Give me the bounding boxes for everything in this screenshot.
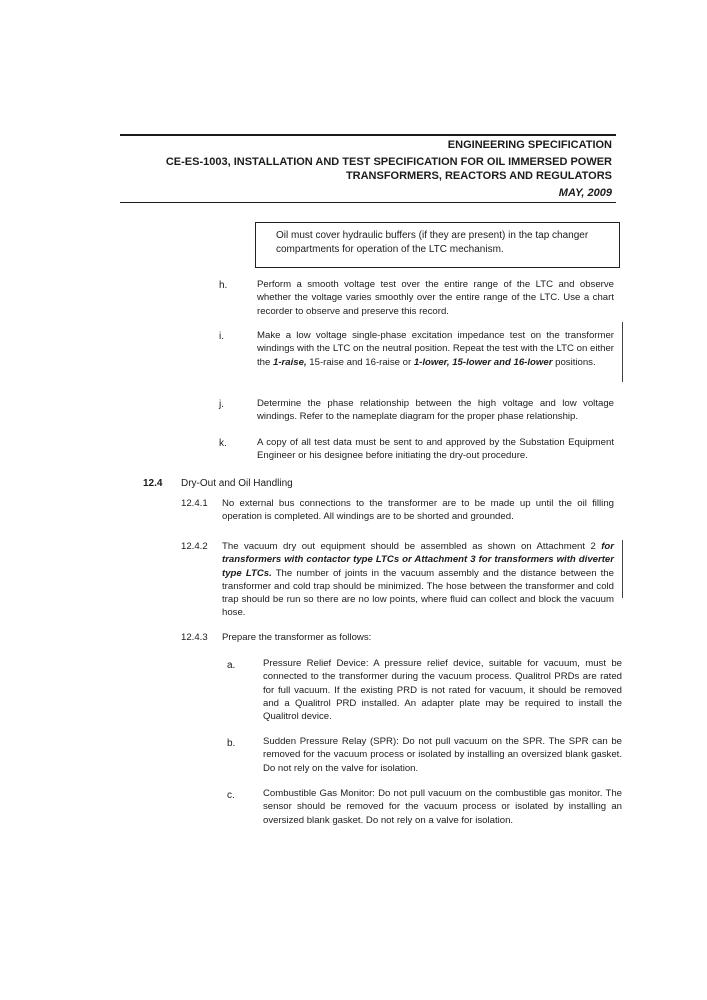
step-label-k: k. — [219, 438, 227, 449]
subsection-text-12-4-3: Prepare the transformer as follows: — [222, 632, 372, 643]
revision-bar — [622, 322, 623, 382]
step-label-h: h. — [219, 280, 228, 291]
prep-label-c: c. — [227, 790, 235, 801]
section-title: Dry-Out and Oil Handling — [181, 478, 293, 489]
step-text-i-part-a: Make a low voltage single-phase excitation impedance test on the transformer windings with the LTC on the neutral position. Repeat the test with the LTC on either the — [257, 330, 614, 368]
spec-subtitle-line-2: TRANSFORMERS, REACTORS AND REGULATORS — [345, 170, 612, 182]
step-text-i-emphasis-1: 1-raise, — [273, 356, 307, 368]
header-rule-bottom — [120, 202, 616, 203]
subsection-text-12-4-2-emphasis: for transformers with contactor type LTCs or Attachment 3 for transformers with diverter type LTCs. — [222, 541, 614, 579]
step-label-j: j. — [219, 399, 224, 410]
step-text-h: Perform a smooth voltage test over the entire range of the LTC and observe whether the voltage varies smoothly over the entire range of the LTC. Use a chart recorder to observe and preserve this record. — [257, 279, 614, 317]
prep-text-c: Combustible Gas Monitor: Do not pull vacuum on the combustible gas monitor. The sensor should be removed for the vacuum process or isolated by installing an oversized blank gasket. Do not rely on a valve for isolation. — [263, 788, 622, 826]
spec-subtitle — [142, 155, 612, 183]
subsection-number-12-4-2: 12.4.2 — [181, 541, 208, 552]
subsection-text-12-4-2 — [222, 540, 614, 620]
spec-subtitle-line-1: CE-ES-1003, INSTALLATION AND TEST SPECIFICATION FOR OIL IMMERSED POWER — [165, 156, 612, 168]
step-text-i — [257, 329, 614, 369]
section-number: 12.4 — [143, 478, 163, 489]
spec-title: ENGINEERING SPECIFICATION — [447, 139, 612, 151]
header-rule-top — [120, 134, 616, 136]
step-text-j: Determine the phase relationship between the high voltage and low voltage windings. Refer to the nameplate diagram for the proper phase relationship. — [257, 398, 614, 423]
subsection-number-12-4-1: 12.4.1 — [181, 498, 208, 509]
step-label-i: i. — [219, 331, 224, 342]
step-text-i-emphasis-2: 1-lower, 15-lower and 16-lower — [413, 356, 553, 368]
step-text-i-part-b: 15-raise and 16-raise or — [306, 356, 414, 368]
subsection-text-12-4-2-part-b: The number of joints in the vacuum assembly and the distance between the transformer and cold trap should be minimized. The hose between the transformer and cold trap should be run so there are no low points, where fluid can collect and block the vacuum hose. — [222, 567, 614, 619]
prep-label-b: b. — [227, 738, 236, 749]
revision-bar — [622, 540, 623, 598]
subsection-number-12-4-3: 12.4.3 — [181, 632, 208, 643]
step-text-i-part-c: positions. — [552, 356, 596, 368]
prep-label-a: a. — [227, 660, 236, 671]
spec-date: MAY, 2009 — [558, 187, 612, 199]
note-box: Oil must cover hydraulic buffers (if they are present) in the tap changer compartments for operation of the LTC mechanism. — [255, 222, 620, 268]
prep-text-a: Pressure Relief Device: A pressure relief device, suitable for vacuum, must be connected to the transformer during the vacuum process. Qualitrol PRDs are rated for full vacuum. If the existing PRD is not rated for vacuum, it should be removed and a Qualitrol PRD installed. An adapter plate may be required to install the Qualitrol device. — [263, 658, 622, 723]
subsection-text-12-4-1: No external bus connections to the transformer are to be made up until the oil filling operation is completed. All windings are to be shorted and grounded. — [222, 498, 614, 523]
step-text-k: A copy of all test data must be sent to and approved by the Substation Equipment Engineer or his designee before initiating the dry-out procedure. — [257, 437, 614, 462]
subsection-text-12-4-2-part-a: The vacuum dry out equipment should be assembled as shown on Attachment 2 — [222, 541, 602, 552]
prep-text-b: Sudden Pressure Relay (SPR): Do not pull vacuum on the SPR. The SPR can be removed for the vacuum process or isolated by installing an oversized blank gasket. Do not rely on the valve for isolation. — [263, 736, 622, 774]
